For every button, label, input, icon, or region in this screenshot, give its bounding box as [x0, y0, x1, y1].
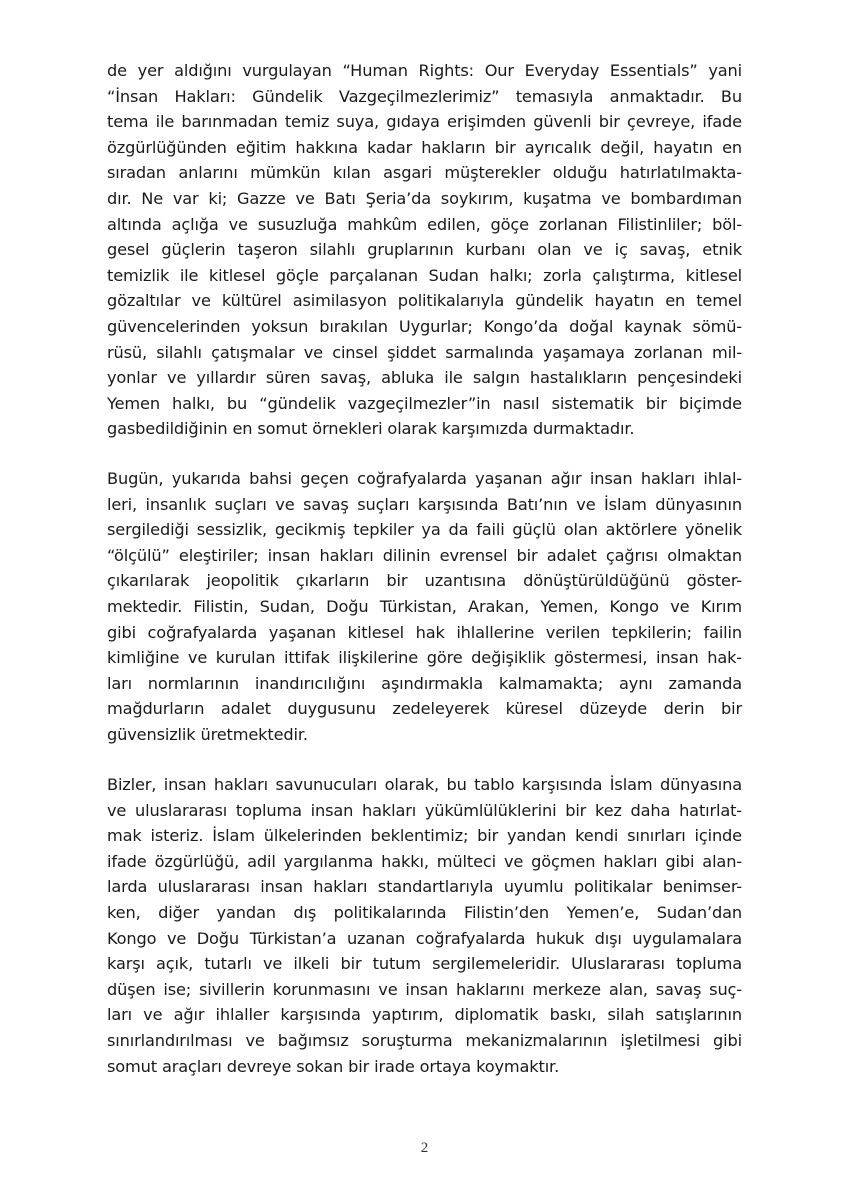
paragraph-line: özgürlüğünden eğitim hakkına kadar hakların bir ayrıcalık değil, hayatın en [107, 137, 742, 157]
paragraph-line: mak isteriz. İslam ülkelerinden beklentimiz; bir yandan kendi sınırları içinde [107, 826, 742, 846]
paragraph-line: altında açlığa ve susuzluğa mahkûm edilen, göçe zorlanan Filistinliler; böl- [107, 214, 742, 234]
paragraph-line: Bizler, insan hakları savunucuları olarak, bu tablo karşısında İslam dünyasına [107, 775, 742, 794]
paragraph-line: “ölçülü” eleştiriler; insan hakları dilinin evrensel bir adalet çağrısı olmaktan [107, 545, 742, 565]
paragraph-line: mağdurların adalet duygusunu zedeleyerek küresel düzeyde derin bir [107, 699, 742, 719]
paragraph-line: Yemen halkı, bu “gündelik vazgeçilmezler”in nasıl sistematik bir biçimde [107, 393, 742, 413]
paragraph-line: karşı açık, tutarlı ve ilkeli bir tutum sergilemeleridir. Uluslararası topluma [107, 954, 742, 974]
paragraph-line: güvencelerinden yoksun bırakılan Uygurlar; Kongo’da doğal kaynak sömü- [107, 316, 742, 336]
paragraph-line: gibi coğrafyalarda yaşanan kitlesel hak ihlallerine verilen tepkilerin; failin [107, 622, 742, 642]
paragraph-line: ve uluslararası topluma insan hakları yükümlülüklerini bir kez daha hatırlat- [107, 800, 742, 820]
paragraph-line: yonlar ve yıllardır süren savaş, abluka ile salgın hastalıkların pençesindeki [107, 368, 742, 388]
paragraph-3 [107, 772, 742, 1079]
paragraph-line: temizlik ile kitlesel göçle parçalanan Sudan halkı; zorla çalıştırma, kitlesel [107, 265, 742, 285]
paragraph-line: larda uluslararası insan hakları standartlarıyla uyumlu politikalar benimser- [107, 877, 742, 897]
paragraph-line: sınırlandırılması ve bağımsız soruşturma mekanizmalarının işletilmesi gibi [107, 1030, 742, 1050]
paragraph-line: güvensizlik üretmektedir. [107, 724, 308, 744]
paragraph-line: “İnsan Hakları: Gündelik Vazgeçilmezlerimiz” temasıyla anmaktadır. Bu [107, 86, 742, 106]
paragraph-2 [107, 466, 742, 748]
page-number: 2 [420, 1140, 429, 1156]
paragraph-line: dır. Ne var ki; Gazze ve Batı Şeria’da soykırım, kuşatma ve bombardıman [107, 188, 742, 208]
paragraph-line: de yer aldığını vurgulayan “Human Rights: Our Everyday Essentials” yani [107, 61, 742, 80]
paragraph-line: düşen ise; sivillerin korunmasını ve insan haklarını merkeze alan, savaş suç- [107, 979, 742, 999]
paragraph-line: gasbedildiğinin en somut örnekleri olarak karşımızda durmaktadır. [107, 419, 635, 439]
paragraph-line: ifade özgürlüğü, adil yargılanma hakkı, mülteci ve göçmen hakları gibi alan- [107, 851, 742, 871]
paragraph-line: Kongo ve Doğu Türkistan’a uzanan coğrafyalarda hukuk dışı uygulamalara [107, 928, 742, 948]
paragraph-line: gesel güçlerin taşeron silahlı gruplarının kurbanı olan ve iç savaş, etnik [107, 240, 742, 260]
paragraph-line: ken, diğer yandan dış politikalarında Filistin’den Yemen’e, Sudan’dan [107, 902, 742, 922]
paragraph-line: tema ile barınmadan temiz suya, gıdaya erişimden güvenli bir çevreye, ifade [107, 112, 742, 132]
paragraph-line: kimliğine ve kurulan ittifak ilişkilerine göre değişiklik göstermesi, insan hak- [107, 648, 742, 668]
paragraph-1 [107, 58, 742, 442]
paragraph-line: sergilediği sessizlik, gecikmiş tepkiler ya da faili güçlü olan aktörlere yönelik [107, 520, 742, 540]
paragraph-line: gözaltılar ve kültürel asimilasyon politikalarıyla gündelik hayatın en temel [107, 291, 742, 311]
paragraph-line: somut araçları devreye sokan bir irade ortaya koymaktır. [107, 1056, 560, 1076]
paragraph-line: Bugün, yukarıda bahsi geçen coğrafyalarda yaşanan ağır insan hakları ihlal- [107, 469, 742, 488]
paragraph-line: ları normlarının inandırıcılığını aşındırmakla kalmamakta; aynı zamanda [107, 673, 742, 693]
paragraph-line: çıkarılarak jeopolitik çıkarların bir uzantısına dönüştürüldüğünü göster- [107, 571, 742, 591]
paragraph-line: ları ve ağır ihlaller karşısında yaptırım, diplomatik baskı, silah satışlarının [107, 1005, 742, 1025]
paragraph-line: leri, insanlık suçları ve savaş suçları karşısında Batı’nın ve İslam dünyasının [107, 494, 742, 514]
paragraph-line: mektedir. Filistin, Sudan, Doğu Türkistan, Arakan, Yemen, Kongo ve Kırım [107, 596, 742, 616]
paragraph-line: sıradan anlarını mümkün kılan asgari müşterekler olduğu hatırlatılmakta- [107, 163, 742, 183]
paragraph-line: rüsü, silahlı çatışmalar ve cinsel şiddet sarmalında yaşamaya zorlanan mil- [107, 342, 742, 362]
